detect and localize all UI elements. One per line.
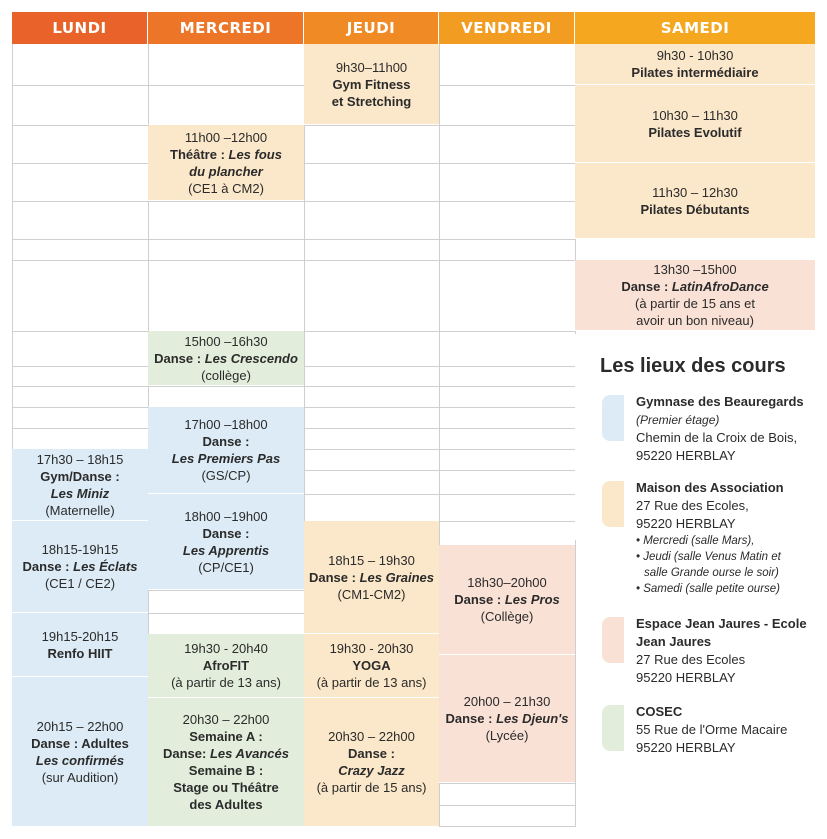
legend-title: Les lieux des cours	[600, 355, 786, 377]
event-mercredi-premiers-pas[interactable]	[148, 407, 304, 494]
event-time: 19h30 - 20h30	[329, 641, 414, 656]
event-title: Danse : Les Crescendo	[154, 350, 298, 366]
event-title: Gym Fitness	[332, 76, 411, 92]
event-note-2: avoir un bon niveau)	[636, 313, 754, 328]
place-color-swatch	[602, 395, 624, 441]
event-title: Théâtre : Les fous	[170, 146, 282, 162]
event-title: Danse :	[202, 434, 250, 449]
event-note: (Lycée)	[485, 728, 529, 743]
event-time: 19h30 - 20h40	[184, 641, 268, 656]
event-subtitle: Crazy Jazz	[338, 763, 405, 778]
header-lundi: LUNDI	[12, 12, 148, 44]
event-week-b: Semaine B :	[188, 763, 264, 778]
event-vendredi-djeuns[interactable]	[439, 655, 575, 783]
event-subtitle: Danse: Les Avancés	[163, 746, 289, 761]
header-vendredi: VENDREDI	[439, 12, 575, 44]
place-cosec	[600, 703, 820, 763]
event-time: 18h00 –19h00	[184, 508, 268, 524]
event-time: 17h00 –18h00	[184, 417, 268, 432]
event-time: 13h30 –15h00	[653, 262, 737, 277]
place-address: 27 Rue des Ecoles,	[636, 498, 749, 513]
event-mercredi-afrofit[interactable]	[148, 634, 304, 698]
place-name: Gymnase des Beauregards	[636, 394, 804, 409]
event-subtitle: Les confirmés	[35, 752, 125, 768]
event-lundi-renfo[interactable]	[12, 613, 148, 677]
event-title: Pilates Débutants	[640, 201, 750, 217]
event-note: (à partir de 13 ans)	[171, 675, 281, 690]
event-time: 20h30 – 22h00	[328, 729, 415, 744]
event-subtitle: et Stretching	[331, 93, 412, 109]
event-samedi-pilates-evolutif[interactable]	[575, 85, 815, 163]
event-time: 15h00 –16h30	[184, 333, 268, 349]
event-note: (Maternelle)	[45, 502, 115, 518]
event-title: Danse : Les Graines	[308, 569, 434, 585]
event-week-b-detail-2: des Adultes	[189, 797, 263, 812]
event-time: 9h30–11h00	[335, 59, 408, 75]
event-note: (à partir de 13 ans)	[316, 675, 427, 690]
place-color-swatch	[602, 705, 624, 751]
event-subtitle: Les Apprentis	[182, 542, 270, 558]
event-time: 20h00 – 21h30	[463, 694, 551, 709]
place-address: Chemin de la Croix de Bois,	[636, 430, 798, 445]
place-address: 27 Rue des Ecoles	[636, 652, 746, 667]
event-samedi-latinafrodance[interactable]	[575, 260, 815, 331]
place-city: 95220 HERBLAY	[636, 516, 736, 531]
event-title: YOGA	[352, 658, 391, 673]
event-time: 11h00 –12h00	[184, 129, 268, 145]
event-note: (CM1-CM2)	[337, 586, 406, 602]
event-jeudi-gym[interactable]	[304, 44, 439, 125]
event-title: Danse : Les Pros	[454, 592, 560, 607]
event-mercredi-crescendo[interactable]	[148, 331, 304, 386]
place-city: 95220 HERBLAY	[636, 740, 736, 755]
header-jeudi: JEUDI	[304, 12, 439, 44]
place-espace-jean-jaures	[600, 615, 820, 687]
event-note: (sur Audition)	[41, 769, 119, 785]
event-time: 18h30–20h00	[467, 575, 547, 590]
event-subtitle: du plancher	[189, 163, 263, 179]
event-time: 17h30 – 18h15	[36, 451, 124, 467]
event-week-b-detail: Stage ou Théâtre	[173, 780, 279, 795]
event-subtitle: Les Miniz	[50, 485, 110, 501]
event-title: Gym/Danse :	[40, 468, 120, 484]
event-note: (CE1 / CE2)	[44, 576, 116, 591]
place-gymnase-beauregards	[600, 393, 820, 465]
place-city: 95220 HERBLAY	[636, 670, 736, 685]
place-address: 55 Rue de l'Orme Macaire	[636, 722, 788, 737]
event-time: 11h30 – 12h30	[652, 184, 738, 200]
event-title: Semaine A :	[189, 729, 263, 744]
header-samedi: SAMEDI	[575, 12, 815, 44]
event-mercredi-avances[interactable]	[148, 698, 304, 827]
event-time: 20h15 – 22h00	[36, 718, 124, 734]
event-mercredi-apprentis[interactable]	[148, 494, 304, 590]
event-jeudi-jazz[interactable]	[304, 698, 439, 827]
event-note: (CP/CE1)	[198, 559, 254, 575]
event-note: (GS/CP)	[201, 468, 251, 483]
event-title: Danse :	[202, 525, 250, 541]
place-name: Espace Jean Jaures - Ecole	[636, 616, 807, 631]
event-time: 19h15-20h15	[41, 628, 119, 644]
event-mercredi-theatre[interactable]	[148, 125, 304, 201]
event-note: (collège)	[201, 367, 251, 383]
event-samedi-pilates-debutants[interactable]	[575, 163, 815, 239]
event-vendredi-pros[interactable]	[439, 545, 575, 655]
event-lundi-eclats[interactable]	[12, 521, 148, 613]
event-title: Danse : Les Djeun's	[445, 711, 569, 726]
event-title: Danse :	[348, 746, 395, 761]
place-city: 95220 HERBLAY	[636, 448, 736, 463]
place-maison-association	[600, 479, 820, 609]
place-room-2: • Jeudi (salle Venus Matin et	[636, 551, 781, 563]
event-note: (à partir de 15 ans)	[316, 780, 427, 795]
place-room-3: salle Grande ourse le soir)	[644, 567, 779, 579]
event-subtitle: Les Premiers Pas	[171, 451, 281, 466]
locations-legend	[600, 355, 820, 755]
place-floor: (Premier étage)	[636, 413, 720, 427]
event-lundi-adultes[interactable]	[12, 677, 148, 827]
event-lundi-miniz[interactable]	[12, 449, 148, 521]
place-room-4: • Samedi (salle petite ourse)	[636, 583, 781, 595]
place-name: Maison des Association	[636, 480, 784, 495]
event-time: 10h30 – 11h30	[652, 107, 738, 123]
event-time: 18h15 – 19h30	[328, 552, 415, 568]
header-mercredi: MERCREDI	[148, 12, 304, 44]
place-name: COSEC	[636, 704, 683, 719]
event-title: Pilates Evolutif	[648, 124, 742, 140]
event-title: Danse : Les Éclats	[22, 559, 138, 574]
place-color-swatch	[602, 481, 624, 527]
event-time: 20h30 – 22h00	[182, 712, 270, 727]
event-title: AfroFIT	[202, 658, 250, 673]
event-time: 18h15-19h15	[41, 542, 119, 557]
event-note: (Collège)	[480, 609, 534, 624]
event-title: Pilates intermédiaire	[631, 65, 759, 80]
event-title: Danse : Adultes	[31, 735, 129, 751]
event-jeudi-graines[interactable]	[304, 521, 439, 634]
event-title: Danse : LatinAfroDance	[621, 279, 769, 294]
event-time: 9h30 - 10h30	[656, 48, 734, 63]
event-note: (CE1 à CM2)	[188, 180, 264, 196]
place-color-swatch	[602, 617, 624, 663]
place-name-2: Jean Jaures	[636, 634, 712, 649]
event-title: Renfo HIIT	[47, 645, 113, 661]
event-samedi-pilates-intermediaire[interactable]	[575, 44, 815, 85]
event-jeudi-yoga[interactable]	[304, 634, 439, 698]
place-room-1: • Mercredi (salle Mars),	[636, 535, 755, 547]
event-note: (à partir de 15 ans et	[635, 296, 755, 311]
